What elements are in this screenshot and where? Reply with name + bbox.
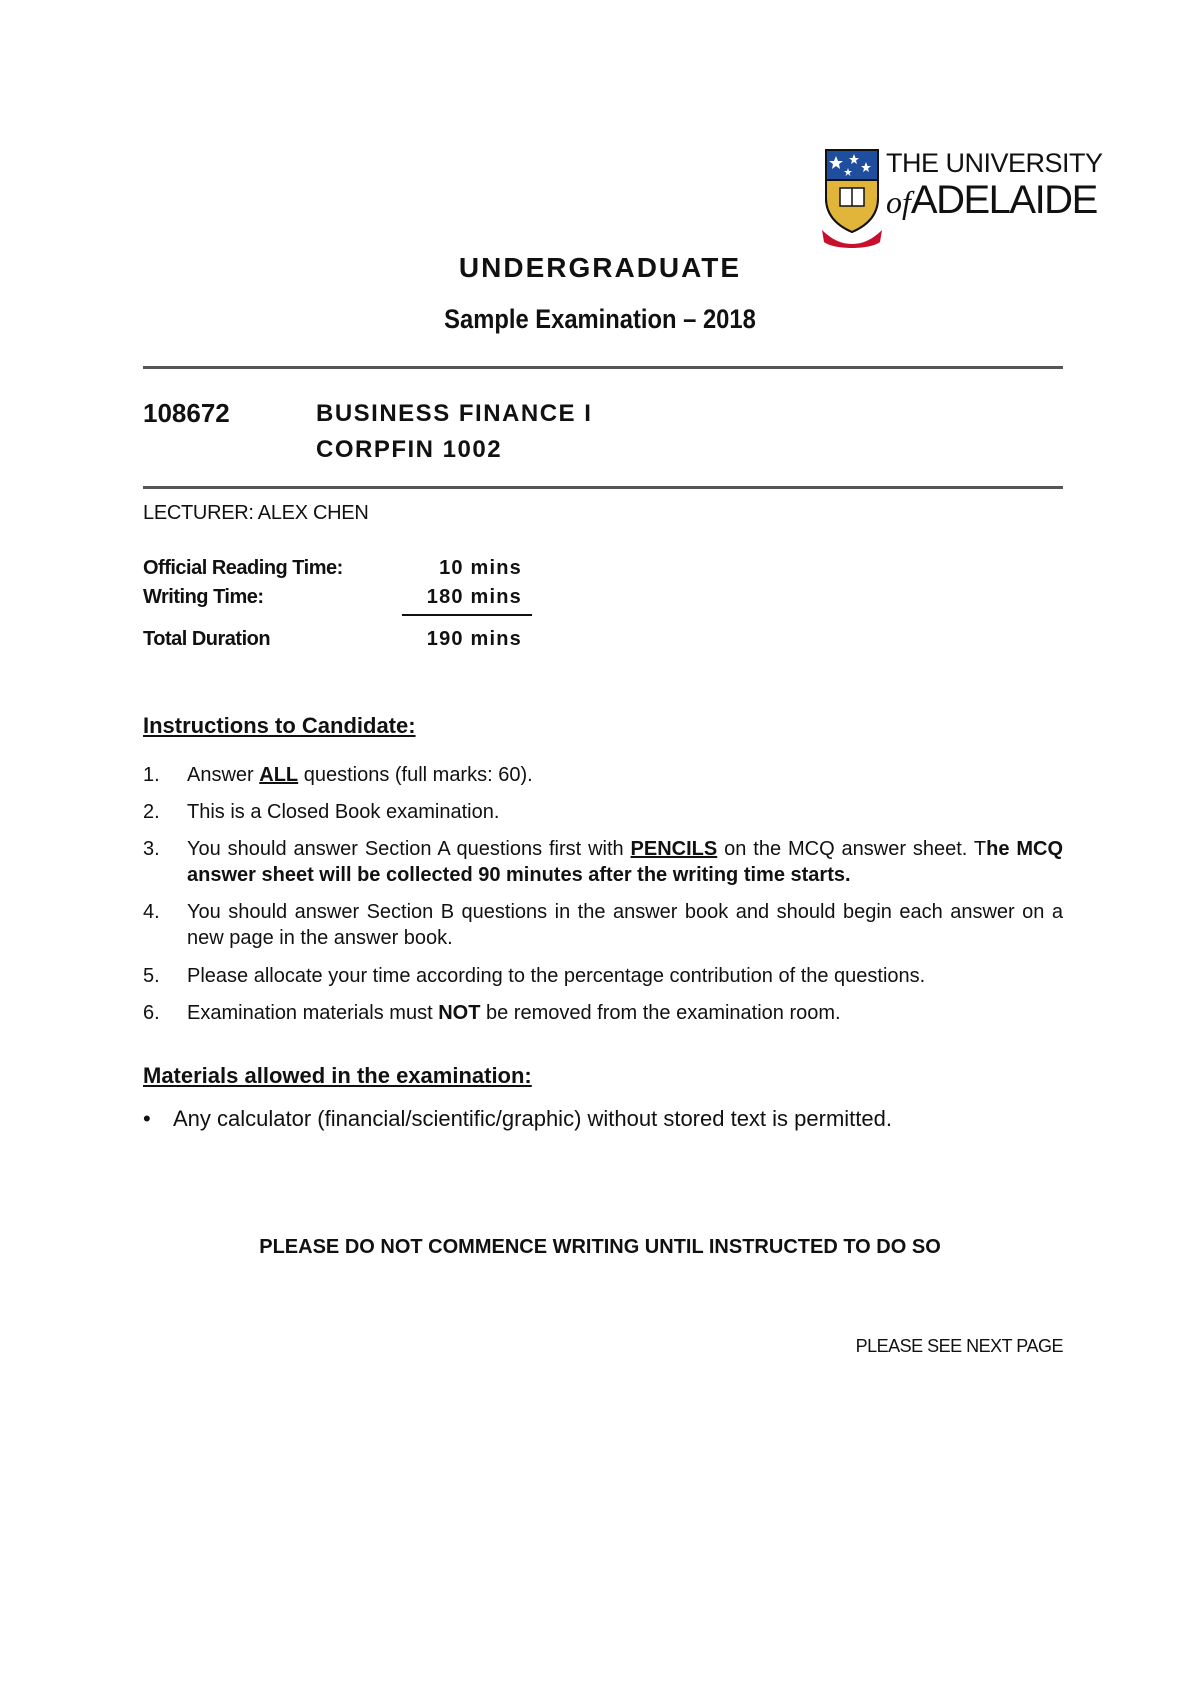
- logo-line-1: THE UNIVERSITY: [886, 148, 1103, 178]
- materials-heading: Materials allowed in the examination:: [143, 1063, 532, 1088]
- total-duration-label: Total Duration: [143, 628, 271, 650]
- instruction-text: Please allocate your time according to the percentage contribution of the questions.: [187, 965, 926, 987]
- logo-line-2: [886, 176, 1097, 233]
- instruction-text: This is a Closed Book examination.: [187, 801, 500, 823]
- writing-time-label: Writing Time:: [143, 586, 264, 608]
- lecturer-line: LECTURER: ALEX CHEN: [143, 502, 369, 524]
- university-crest-icon: [822, 146, 882, 250]
- reading-time-label: Official Reading Time:: [143, 557, 343, 579]
- reading-time-value: 10 mins: [439, 557, 522, 579]
- exam-title: Sample Examination – 2018: [444, 304, 756, 334]
- instruction-text: You should answer Section A questions first with PENCILS on the MCQ answer sheet. The MCQ answer sheet will be collected 90 minutes after the writing time starts.: [187, 838, 1064, 886]
- course-code: 108672: [143, 398, 230, 428]
- instruction-number: 5.: [143, 965, 160, 987]
- instruction-text: Answer ALL questions (full marks: 60).: [187, 764, 533, 786]
- instruction-number: 3.: [143, 838, 160, 860]
- instruction-number: 6.: [143, 1002, 160, 1024]
- duration-sum-rule: [402, 614, 532, 616]
- instruction-number: 2.: [143, 801, 160, 823]
- top-divider: [143, 366, 1063, 369]
- logo-adelaide: ADELAIDE: [910, 178, 1097, 222]
- commence-warning: PLEASE DO NOT COMMENCE WRITING UNTIL INSTRUCTED TO DO SO: [259, 1236, 941, 1258]
- total-duration-value: 190 mins: [426, 628, 522, 650]
- course-number: CORPFIN 1002: [316, 436, 503, 463]
- instruction-number: 4.: [143, 901, 160, 923]
- next-page-note: PLEASE SEE NEXT PAGE: [855, 1336, 1063, 1356]
- course-name: BUSINESS FINANCE I: [316, 400, 593, 427]
- materials-item-text: Any calculator (financial/scientific/graphic) without stored text is permitted.: [173, 1106, 892, 1131]
- bottom-divider: [143, 486, 1063, 489]
- university-logo: [822, 146, 1103, 254]
- logo-of: of: [886, 184, 911, 220]
- writing-time-value: 180 mins: [426, 586, 522, 608]
- instruction-text: Examination materials must NOT be removed from the examination room.: [187, 1002, 841, 1024]
- bullet-icon: •: [143, 1106, 151, 1131]
- exam-level-title: UNDERGRADUATE: [458, 252, 742, 283]
- instruction-number: 1.: [143, 764, 160, 786]
- instructions-heading: Instructions to Candidate:: [143, 713, 416, 738]
- instruction-text: You should answer Section B questions in the answer book and should begin each answer on a new page in the answer book.: [187, 901, 1063, 949]
